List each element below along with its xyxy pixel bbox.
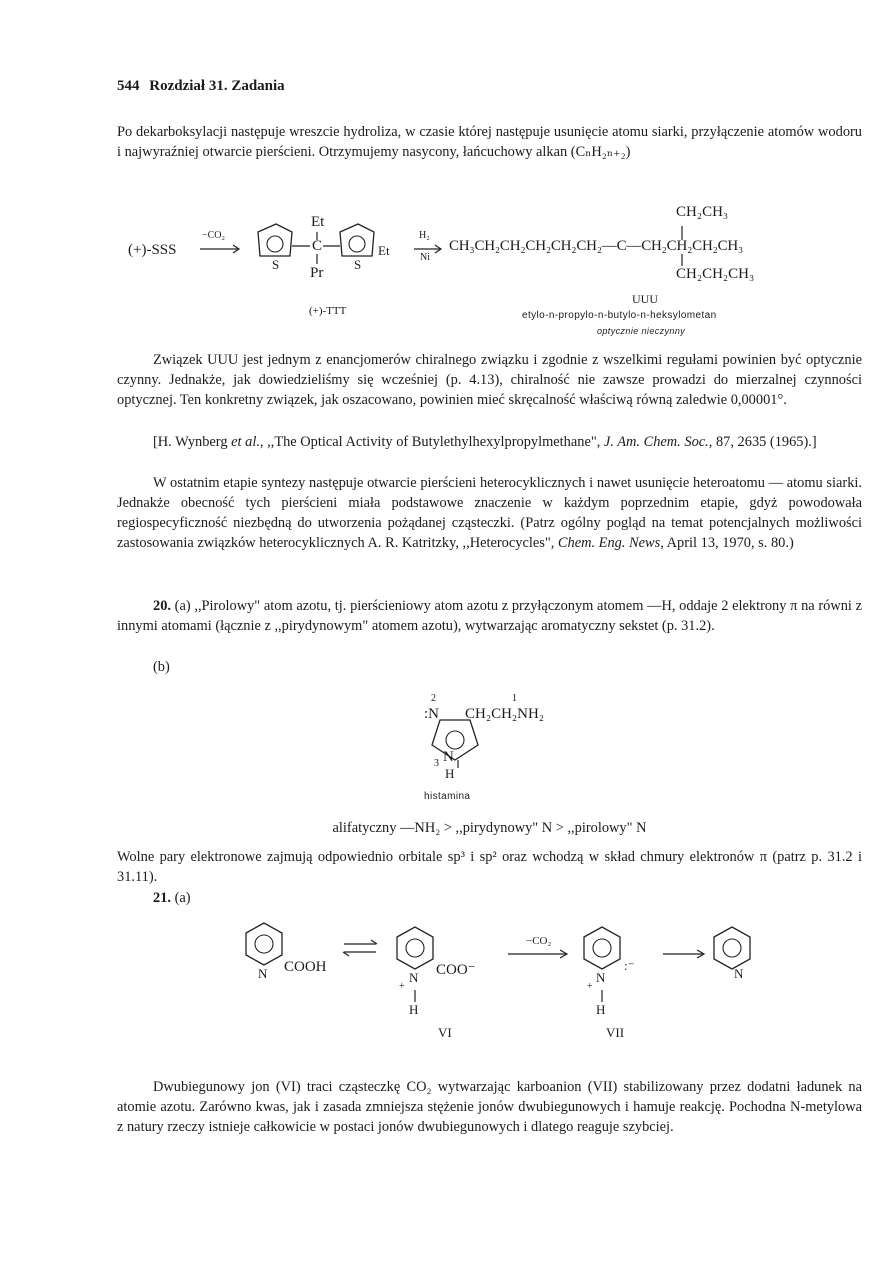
ref-text-1: [H. Wynberg [153, 434, 232, 450]
histamine-n3: N [443, 749, 454, 765]
page-number: 544 [117, 78, 140, 94]
paragraph-20b: (b) [153, 659, 170, 675]
histamine-side-chain: CH₂CH₂NH₂ [465, 706, 545, 722]
carbanion-lone-pair: :⁻ [624, 958, 635, 973]
ring-a-nitrogen: N [258, 966, 268, 981]
hetero-text: W ostatnim etapie syntezy następuje otwarcie pierścieni heterocyklicznych i nawet usunięcie heteroatomu — atomu siarki. Jednakże obecność tych pierścieni miała podstawowe znaczenie w każdym poprzednim etapie, gdyż powodowała regiospecyficzność niezbędną do utworzenia pożądanej cząsteczki. (Patrz ogólny pogląd na temat potencjalnych możliwości zastosowania związków heterocyklicznych A. R. Katritzky, ,,Heterocycles", [117, 475, 862, 551]
paragraph-lone-pairs: Wolne pary elektronowe zajmują odpowiednio orbitale sp³ i sp² oraz wchodzą w skład chmury elektronów π (patrz p. 31.2 i 31.11). [117, 849, 862, 885]
uuu-main-chain: CH₃CH₂CH₂CH₂CH₂CH₂—C—CH₂CH₂CH₂CH₃ [449, 238, 744, 254]
histamine-num-1: 1 [512, 693, 517, 704]
sss-label: (+)-SSS [128, 242, 177, 258]
ref-text-2: , ,,The Optical Activity of Butylethylhexylpropylmethane", [259, 434, 604, 450]
ref-etal: et al. [231, 434, 260, 450]
zwitterion-coo: COO⁻ [436, 962, 476, 978]
ttt-label: (+)-TTT [309, 305, 347, 317]
et-top-label: Et [311, 214, 325, 230]
basicity-order: alifatyczny —NH₂ > ,,pirydynowy" N > ,,pirolowy" N [332, 820, 647, 836]
arrow-ni-label: Ni [420, 252, 430, 263]
paragraph-uuu: Związek UUU jest jednym z enancjomerów chiralnego związku i zgodnie z wszelkimi regułami powinien być optycznie czynny. Jednakże, jak dowiedzieliśmy się wcześniej (p. 4.13), chiralność nie zawsze prowadzi do mierzalnej czynności optycznej. Ten konkretny związek, jak oszacowano, powinien mieć skręcalność właściwą równą zaledwie 0,00001°. [117, 352, 862, 408]
uuu-propyl-branch: CH₂CH₂CH₃ [676, 266, 755, 282]
uuu-ethyl-branch: CH₂CH₃ [676, 204, 729, 220]
ring-b-nitrogen: N [409, 970, 419, 985]
picolinic-cooh: COOH [284, 959, 327, 975]
problem-20-number: 20. [153, 598, 171, 614]
central-carbon: C [312, 238, 323, 254]
pr-label: Pr [310, 265, 324, 281]
chapter-title: Rozdział 31. Zadania [149, 78, 285, 94]
histamine-label: histamina [424, 791, 471, 802]
histamine-h: H [445, 766, 455, 781]
label-vi: VI [438, 1025, 452, 1040]
sulfur-1: S [272, 257, 280, 272]
hetero-journal: Chem. Eng. News [557, 535, 661, 551]
histamine-n1: :N [424, 706, 439, 722]
uuu-optical-note: optycznie nieczynny [597, 326, 686, 336]
ring-c-plus: + [587, 981, 593, 992]
arrow-h2-label: H₂ [419, 230, 430, 241]
histamine-num-3: 3 [434, 758, 439, 769]
ring-b-hydrogen: H [409, 1002, 419, 1017]
problem-20a-text: (a) ,,Pirolowy" atom azotu, tj. pierścieniowy atom azotu z przyłączonym atomem —H, oddaje 2 elektrony π na równi z innymi atomami (łącznie z ,,pirydynowym" atomem azotu), wytwarzając aromatyczny sekstet (p. 31.2). [117, 598, 862, 634]
label-vii: VII [606, 1025, 625, 1040]
ring-c-nitrogen: N [596, 970, 606, 985]
ring-c-hydrogen: H [596, 1002, 606, 1017]
uuu-label: UUU [632, 292, 658, 306]
arrow-co2-label: −CO₂ [202, 230, 226, 241]
ref-text-3: , 87, 2635 (1965).] [708, 434, 817, 450]
et-right-label: Et [378, 243, 390, 258]
problem-21a-text: (a) [171, 890, 191, 906]
ring-d-nitrogen: N [734, 966, 744, 981]
problem-21-number: 21. [153, 890, 171, 906]
ring-b-plus: + [399, 981, 405, 992]
uuu-name: etylo-n-propylo-n-butylo-n-heksylometan [522, 310, 717, 321]
hetero-end: , April 13, 1970, s. 80.) [660, 535, 794, 551]
paragraph-zwitterion: Dwubiegunowy jon (VI) traci cząsteczkę CO₂ wytwarzając karboanion (VII) stabilizowany przez dodatni ładunek na atomie azotu. Zarówno kwas, jak i zasada zmniejsza stężenie jonów dwubiegunowych i hamuje reakcję. Pochodna N-metylowa z natury rzeczy istnieje całkowicie w postaci jonów dwubiegunowych i dlatego reaguje szybciej. [117, 1079, 862, 1135]
paragraph-hydrolysis: Po dekarboksylacji następuje wreszcie hydroliza, w czasie której następuje usunięcie atomu siarki, przyłączenie atomów wodoru i najwyraźniej otwarcie pierścieni. Otrzymujemy nasycony, łańcuchowy alkan (CₙH₂ₙ₊₂) [117, 124, 862, 160]
arrow-co2-loss-label: −CO₂ [526, 935, 552, 947]
ref-journal: J. Am. Chem. Soc. [603, 434, 709, 450]
sulfur-2: S [354, 257, 362, 272]
histamine-num-2: 2 [431, 693, 436, 704]
